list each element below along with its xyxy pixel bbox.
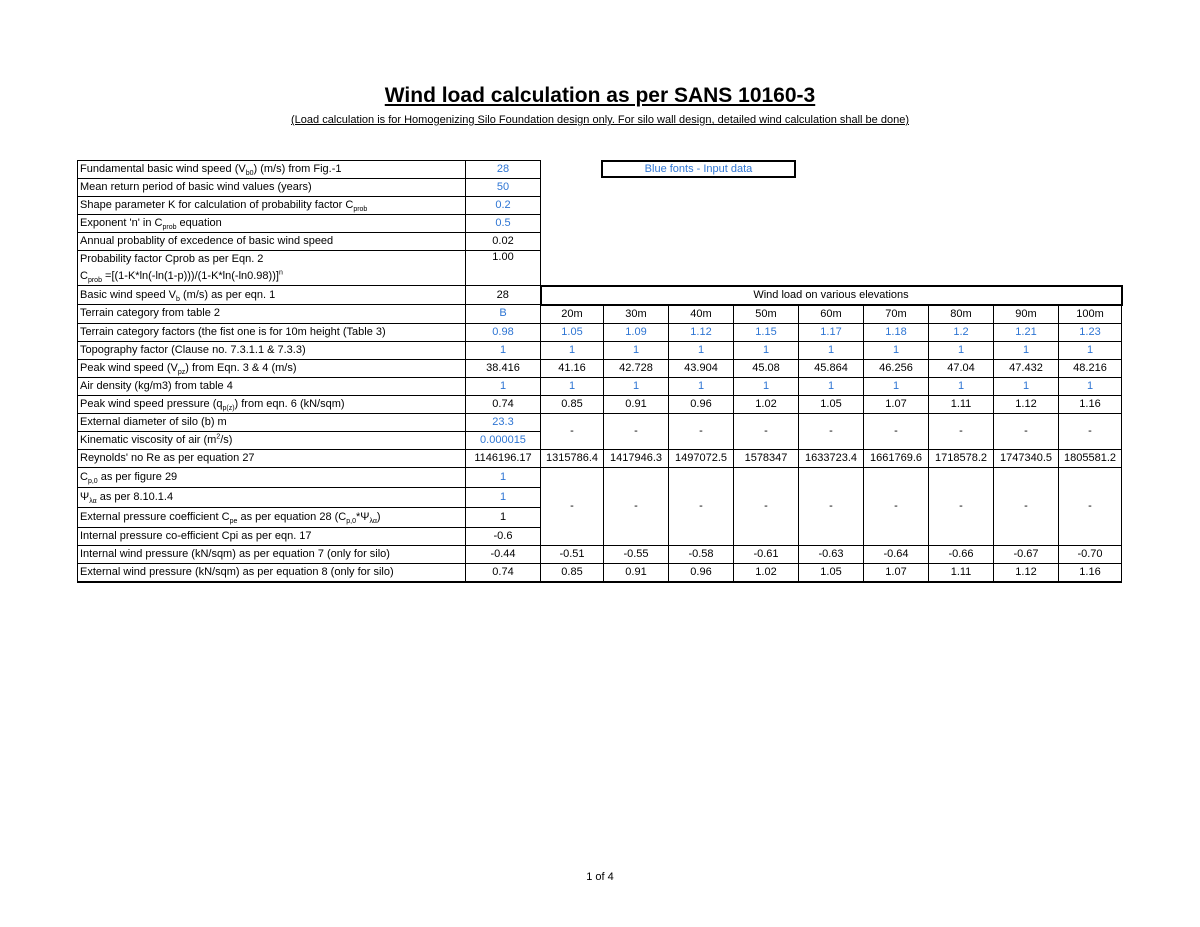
param-value: B — [466, 305, 541, 324]
elevation-cell: 45.864 — [799, 359, 864, 377]
elevation-cell: 1.02 — [734, 395, 799, 413]
elevation-cell: - — [1059, 467, 1122, 545]
param-value: 1 — [466, 467, 541, 487]
elevation-cell: 1805581.2 — [1059, 449, 1122, 467]
elevation-cell: -0.51 — [541, 545, 604, 563]
param-label: Terrain category from table 2 — [78, 305, 466, 324]
elevation-cell: 30m — [604, 305, 669, 324]
param-label: External diameter of silo (b) m — [78, 413, 466, 431]
elevation-cell: 42.728 — [604, 359, 669, 377]
table-row — [78, 323, 1122, 341]
table-row — [78, 563, 1122, 582]
wind-load-table — [77, 160, 1123, 583]
elevation-cell: - — [864, 467, 929, 545]
param-value: 1 — [466, 377, 541, 395]
elevation-cell: 1 — [604, 341, 669, 359]
elevation-cell: - — [799, 467, 864, 545]
param-label: $C_{p,0}$ as per figure 29 — [78, 467, 466, 487]
table-row — [78, 467, 1122, 487]
elevation-cell: -0.70 — [1059, 545, 1122, 563]
elevation-cell: 100m — [1059, 305, 1122, 324]
elevation-cell: 90m — [994, 305, 1059, 324]
table-row — [78, 545, 1122, 563]
elevation-cell: 1633723.4 — [799, 449, 864, 467]
param-label: Kinematic viscosity of air $(m^2/s)$ — [78, 431, 466, 449]
param-label: Internal pressure co-efficient Cpi as per eqn. 17 — [78, 527, 466, 545]
param-label: External pressure coefficient $C_{pe}$ as per equation 28 $(C_{p,0}*\Psi_{\lambda\alpha})$ — [78, 507, 466, 527]
elevation-cell: 47.04 — [929, 359, 994, 377]
elevation-cell: 47.432 — [994, 359, 1059, 377]
elevation-cell: 1.11 — [929, 395, 994, 413]
param-value: 1146196.17 — [466, 449, 541, 467]
elevation-cell: 1 — [864, 377, 929, 395]
table-row — [78, 377, 1122, 395]
elevation-cell: 1 — [734, 377, 799, 395]
elevation-cell: 41.16 — [541, 359, 604, 377]
param-label: Peak wind speed pressure $(q_{p(z)})$ from eqn. 6 (kN/sqm) — [78, 395, 466, 413]
elevation-cell: 1497072.5 — [669, 449, 734, 467]
elevation-cell: - — [799, 413, 864, 449]
table-row — [78, 341, 1122, 359]
elevation-header: Wind load on various elevations — [541, 286, 1122, 305]
elevation-cell: - — [734, 413, 799, 449]
elevation-cell: 1 — [994, 341, 1059, 359]
elevation-cell: - — [1059, 413, 1122, 449]
param-value: 1 — [466, 487, 541, 507]
elevation-cell: 1.16 — [1059, 395, 1122, 413]
param-value: 38.416 — [466, 359, 541, 377]
elevation-cell: 1.05 — [541, 323, 604, 341]
elevation-cell: - — [864, 413, 929, 449]
elevation-cell: 1 — [864, 341, 929, 359]
param-value: -0.44 — [466, 545, 541, 563]
elevation-cell: 1.11 — [929, 563, 994, 582]
elevation-cell: - — [541, 467, 604, 545]
elevation-cell: 0.91 — [604, 395, 669, 413]
param-label: $\Psi_{\lambda\alpha}$ as per 8.10.1.4 — [78, 487, 466, 507]
param-value: 50 — [466, 179, 541, 197]
elevation-cell: 0.96 — [669, 395, 734, 413]
elevation-cell: 1.09 — [604, 323, 669, 341]
elevation-cell: 1578347 — [734, 449, 799, 467]
param-value: 1 — [466, 507, 541, 527]
param-label: Reynolds' no Re as per equation 27 — [78, 449, 466, 467]
param-row — [78, 161, 1122, 179]
elevation-cell: 1315786.4 — [541, 449, 604, 467]
elevation-cell: 1 — [1059, 341, 1122, 359]
elevation-cell: -0.63 — [799, 545, 864, 563]
elevation-cell: 1 — [1059, 377, 1122, 395]
elevation-cell: - — [604, 467, 669, 545]
elevation-cell: 40m — [669, 305, 734, 324]
param-row — [78, 197, 1122, 215]
param-row — [78, 286, 1122, 305]
param-value: 0.74 — [466, 395, 541, 413]
param-value: 1 — [466, 341, 541, 359]
param-value: 0.02 — [466, 233, 541, 251]
elevation-cell: 20m — [541, 305, 604, 324]
elevation-cell: 1 — [799, 341, 864, 359]
elevation-cell: 1 — [541, 377, 604, 395]
elevation-cell: - — [734, 467, 799, 545]
elevation-cell: 1.07 — [864, 395, 929, 413]
elevation-cell: 1.16 — [1059, 563, 1122, 582]
elevation-cell: 1 — [669, 341, 734, 359]
param-label: External wind pressure (kN/sqm) as per equation 8 (only for silo) — [78, 563, 466, 582]
elevation-cell: - — [929, 467, 994, 545]
page-title: Wind load calculation as per SANS 10160-3 — [384, 84, 816, 107]
elevation-cell: 1 — [604, 377, 669, 395]
page-subtitle: (Load calculation is for Homogenizing Silo Foundation design only. For silo wall design, detailed wind calculation shall be done) — [291, 114, 909, 126]
param-value: 28 — [466, 161, 541, 179]
elevation-cell: 1.23 — [1059, 323, 1122, 341]
elevation-cell: 46.256 — [864, 359, 929, 377]
page-number: 1 of 4 — [586, 871, 614, 883]
param-label: Exponent 'n' in $C_{prob}$ equation — [78, 215, 466, 233]
elevation-cell: -0.58 — [669, 545, 734, 563]
elevation-cell: 60m — [799, 305, 864, 324]
param-label: Fundamental basic wind speed $(V_{b0})$ (m/s) from Fig.-1 — [78, 161, 466, 179]
elevation-cell: 43.904 — [669, 359, 734, 377]
param-row — [78, 233, 1122, 251]
param-value: -0.6 — [466, 527, 541, 545]
param-value: 0.000015 — [466, 431, 541, 449]
elevation-cell: - — [604, 413, 669, 449]
elevation-cell: - — [541, 413, 604, 449]
param-row — [78, 215, 1122, 233]
elevation-cell: 1 — [994, 377, 1059, 395]
elevation-cell: 1.05 — [799, 563, 864, 582]
param-value: 1.00 — [466, 251, 541, 286]
elevation-cell: 1.07 — [864, 563, 929, 582]
table-row — [78, 359, 1122, 377]
elevation-cell: 0.96 — [669, 563, 734, 582]
param-label: Air density (kg/m3) from table 4 — [78, 377, 466, 395]
input-data-legend: Blue fonts - Input data — [601, 160, 796, 178]
elevation-cell: 45.08 — [734, 359, 799, 377]
elevation-cell: 1.12 — [994, 395, 1059, 413]
elevation-cell: 1 — [734, 341, 799, 359]
elevation-cell: 0.91 — [604, 563, 669, 582]
table-row — [78, 305, 1122, 324]
elevation-cell: 1.18 — [864, 323, 929, 341]
table-row — [78, 395, 1122, 413]
elevation-cell: - — [929, 413, 994, 449]
elevation-cell: - — [669, 467, 734, 545]
elevation-cell: 1.02 — [734, 563, 799, 582]
param-row — [78, 251, 1122, 286]
table-row — [78, 413, 1122, 431]
elevation-cell: -0.66 — [929, 545, 994, 563]
elevation-cell: - — [669, 413, 734, 449]
param-label: Peak wind speed $(V_{pz})$ from Eqn. 3 & 4 (m/s) — [78, 359, 466, 377]
param-label: Topography factor (Clause no. 7.3.1.1 & 7.3.3) — [78, 341, 466, 359]
param-label: Probability factor Cprob as per Eqn. 2 $C_{prob} =[(1-K*\ln(-\ln(1-p)))/(1-K*\ln(-\ln 0.98))]^n$ — [78, 251, 466, 286]
elevation-cell: 1 — [799, 377, 864, 395]
param-label: Internal wind pressure (kN/sqm) as per equation 7 (only for silo) — [78, 545, 466, 563]
elevation-cell: 0.85 — [541, 395, 604, 413]
elevation-cell: -0.64 — [864, 545, 929, 563]
elevation-cell: 1 — [929, 377, 994, 395]
elevation-cell: 1.12 — [994, 563, 1059, 582]
elevation-cell: - — [994, 413, 1059, 449]
elevation-cell: 1 — [929, 341, 994, 359]
elevation-cell: 50m — [734, 305, 799, 324]
elevation-cell: -0.61 — [734, 545, 799, 563]
elevation-cell: 1.17 — [799, 323, 864, 341]
elevation-cell: -0.67 — [994, 545, 1059, 563]
elevation-cell: 70m — [864, 305, 929, 324]
param-label: Annual probablity of excedence of basic wind speed — [78, 233, 466, 251]
table-row — [78, 449, 1122, 467]
param-row — [78, 179, 1122, 197]
elevation-cell: 1747340.5 — [994, 449, 1059, 467]
elevation-cell: 1661769.6 — [864, 449, 929, 467]
param-label: Basic wind speed $V_b$ (m/s) as per eqn. 1 — [78, 286, 466, 305]
param-label: Mean return period of basic wind values (years) — [78, 179, 466, 197]
param-value: 28 — [466, 286, 541, 305]
param-value: 0.5 — [466, 215, 541, 233]
param-label: Terrain category factors (the fist one is for 10m height (Table 3) — [78, 323, 466, 341]
elevation-cell: -0.55 — [604, 545, 669, 563]
elevation-cell: 1718578.2 — [929, 449, 994, 467]
elevation-cell: 1.05 — [799, 395, 864, 413]
elevation-cell: 1 — [541, 341, 604, 359]
param-value: 0.2 — [466, 197, 541, 215]
param-value: 0.98 — [466, 323, 541, 341]
param-value: 0.74 — [466, 563, 541, 582]
elevation-cell: 1 — [669, 377, 734, 395]
elevation-cell: - — [994, 467, 1059, 545]
elevation-cell: 80m — [929, 305, 994, 324]
elevation-cell: 1.21 — [994, 323, 1059, 341]
elevation-cell: 1.12 — [669, 323, 734, 341]
elevation-cell: 1.2 — [929, 323, 994, 341]
elevation-cell: 0.85 — [541, 563, 604, 582]
elevation-cell: 1417946.3 — [604, 449, 669, 467]
elevation-cell: 1.15 — [734, 323, 799, 341]
elevation-cell: 48.216 — [1059, 359, 1122, 377]
param-label: Shape parameter K for calculation of probability factor $C_{prob}$ — [78, 197, 466, 215]
param-value: 23.3 — [466, 413, 541, 431]
